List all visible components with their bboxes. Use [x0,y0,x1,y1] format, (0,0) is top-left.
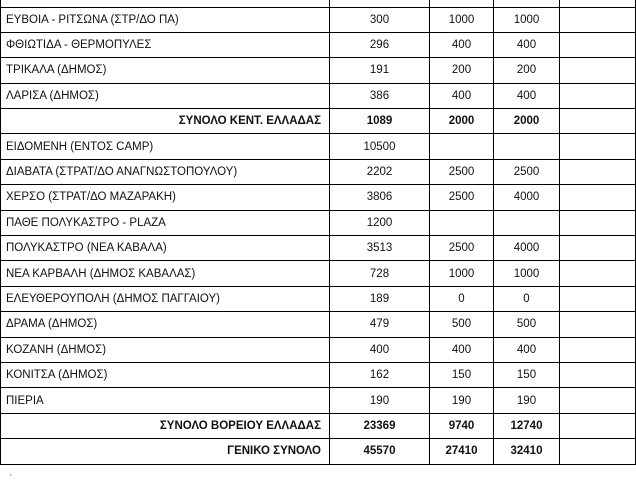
location-cell: ΚΟΝΙΤΣΑ (ΔΗΜΟΣ) [1,362,330,387]
empty-cell [560,7,636,32]
empty-cell [560,337,636,362]
empty-cell [560,388,636,413]
empty-cell [560,286,636,311]
value-cell-1 [330,0,430,7]
value-cell-2 [430,210,494,235]
table-row [1,7,636,32]
empty-cell [560,439,636,464]
value-cell-2: 200 [430,58,494,83]
table-row [1,312,636,337]
value-cell-3: 0 [494,286,560,311]
empty-cell [560,58,636,83]
table-row [1,261,636,286]
value-cell-2 [430,0,494,7]
location-cell: ΠΙΕΡΙΑ [1,388,330,413]
empty-cell [560,210,636,235]
location-cell: ΓΕΝΙΚΟ ΣΥΝΟΛΟ [1,439,330,464]
value-cell-3: 150 [494,362,560,387]
table-row [1,83,636,108]
table-row [1,388,636,413]
value-cell-1: 400 [330,337,430,362]
table-row [1,210,636,235]
value-cell-1: 191 [330,58,430,83]
value-cell-1: 728 [330,261,430,286]
value-cell-1: 23369 [330,413,430,438]
value-cell-2: 2500 [430,159,494,184]
value-cell-2: 400 [430,32,494,57]
total-row [1,413,636,438]
value-cell-3 [494,134,560,159]
value-cell-3: 400 [494,32,560,57]
value-cell-2: 400 [430,83,494,108]
empty-cell [560,261,636,286]
value-cell-3: 2500 [494,159,560,184]
value-cell-1: 2202 [330,159,430,184]
value-cell-3: 2000 [494,109,560,134]
value-cell-2: 150 [430,362,494,387]
empty-cell [560,0,636,7]
value-cell-2: 9740 [430,413,494,438]
location-cell: ΧΕΡΣΟ (ΣΤΡΑΤ/ΔΟ ΜΑΖΑΡΑΚΗ) [1,185,330,210]
empty-cell [560,83,636,108]
location-cell: ΕΙΔΟΜΕΝΗ (ΕΝΤΟΣ CAMP) [1,134,330,159]
value-cell-3: 1000 [494,261,560,286]
location-cell: ΣΥΝΟΛΟ ΒΟΡΕΙΟΥ ΕΛΛΑΔΑΣ [1,413,330,438]
value-cell-1: 1200 [330,210,430,235]
value-cell-3 [494,0,560,7]
value-cell-2: 1000 [430,7,494,32]
table-row [1,32,636,57]
value-cell-3: 500 [494,312,560,337]
empty-cell [560,362,636,387]
value-cell-3: 400 [494,83,560,108]
location-cell: ΕΥΒΟΙΑ - ΡΙΤΣΩΝΑ (ΣΤΡ/ΔΟ ΠΑ) [1,7,330,32]
empty-cell [560,185,636,210]
table-row [1,286,636,311]
location-cell: ΦΘΙΩΤΙΔΑ - ΘΕΡΜΟΠΥΛΕΣ [1,32,330,57]
table-row [1,362,636,387]
value-cell-1: 3513 [330,236,430,261]
value-cell-2: 1000 [430,261,494,286]
value-cell-2: 400 [430,337,494,362]
total-row [1,109,636,134]
value-cell-1: 300 [330,7,430,32]
value-cell-2: 190 [430,388,494,413]
location-cell: ΤΡΙΚΑΛΑ (ΔΗΜΟΣ) [1,58,330,83]
table-row [1,0,636,7]
location-cell: ΣΥΝΟΛΟ ΚΕΝΤ. ΕΛΛΑΔΑΣ [1,109,330,134]
location-cell: ΠΑΘΕ ΠΟΛΥΚΑΣΤΡΟ - PLAZA [1,210,330,235]
empty-cell [560,32,636,57]
value-cell-3: 4000 [494,185,560,210]
value-cell-1: 1089 [330,109,430,134]
location-cell [1,0,330,7]
table-row [1,185,636,210]
location-cell: ΕΛΕΥΘΕΡΟΥΠΟΛΗ (ΔΗΜΟΣ ΠΑΓΓΑΙΟΥ) [1,286,330,311]
value-cell-3: 1000 [494,7,560,32]
value-cell-2: 0 [430,286,494,311]
value-cell-1: 3806 [330,185,430,210]
location-cell: ΔΡΑΜΑ (ΔΗΜΟΣ) [1,312,330,337]
location-cell: ΔΙΑΒΑΤΑ (ΣΤΡΑΤ/ΔΟ ΑΝΑΓΝΩΣΤΟΠΟΥΛΟΥ) [1,159,330,184]
value-cell-2: 2000 [430,109,494,134]
empty-cell [560,236,636,261]
empty-cell [560,134,636,159]
value-cell-3 [494,210,560,235]
value-cell-1: 386 [330,83,430,108]
value-cell-3: 400 [494,337,560,362]
table-row [1,159,636,184]
value-cell-1: 479 [330,312,430,337]
value-cell-1: 45570 [330,439,430,464]
empty-cell [560,159,636,184]
value-cell-2: 500 [430,312,494,337]
value-cell-2: 2500 [430,185,494,210]
table-row [1,236,636,261]
value-cell-1: 162 [330,362,430,387]
value-cell-1: 190 [330,388,430,413]
location-cell: ΝΕΑ ΚΑΡΒΑΛΗ (ΔΗΜΟΣ ΚΑΒΑΛΑΣ) [1,261,330,286]
value-cell-1: 189 [330,286,430,311]
value-cell-3: 4000 [494,236,560,261]
value-cell-3: 200 [494,58,560,83]
table-row [1,58,636,83]
value-cell-2: 27410 [430,439,494,464]
empty-cell [560,109,636,134]
value-cell-3: 12740 [494,413,560,438]
location-cell: ΠΟΛΥΚΑΣΤΡΟ (ΝΕΑ ΚΑΒΑΛΑ) [1,236,330,261]
empty-cell [560,312,636,337]
value-cell-1: 10500 [330,134,430,159]
value-cell-1: 296 [330,32,430,57]
page-mark: ′ [10,473,12,482]
location-cell: ΛΑΡΙΣΑ (ΔΗΜΟΣ) [1,83,330,108]
table-body [1,0,636,464]
total-row [1,439,636,464]
value-cell-3: 190 [494,388,560,413]
value-cell-3: 32410 [494,439,560,464]
empty-cell [560,413,636,438]
table-row [1,337,636,362]
table-row [1,134,636,159]
value-cell-2: 2500 [430,236,494,261]
location-cell: ΚΟΖΑΝΗ (ΔΗΜΟΣ) [1,337,330,362]
value-cell-2 [430,134,494,159]
